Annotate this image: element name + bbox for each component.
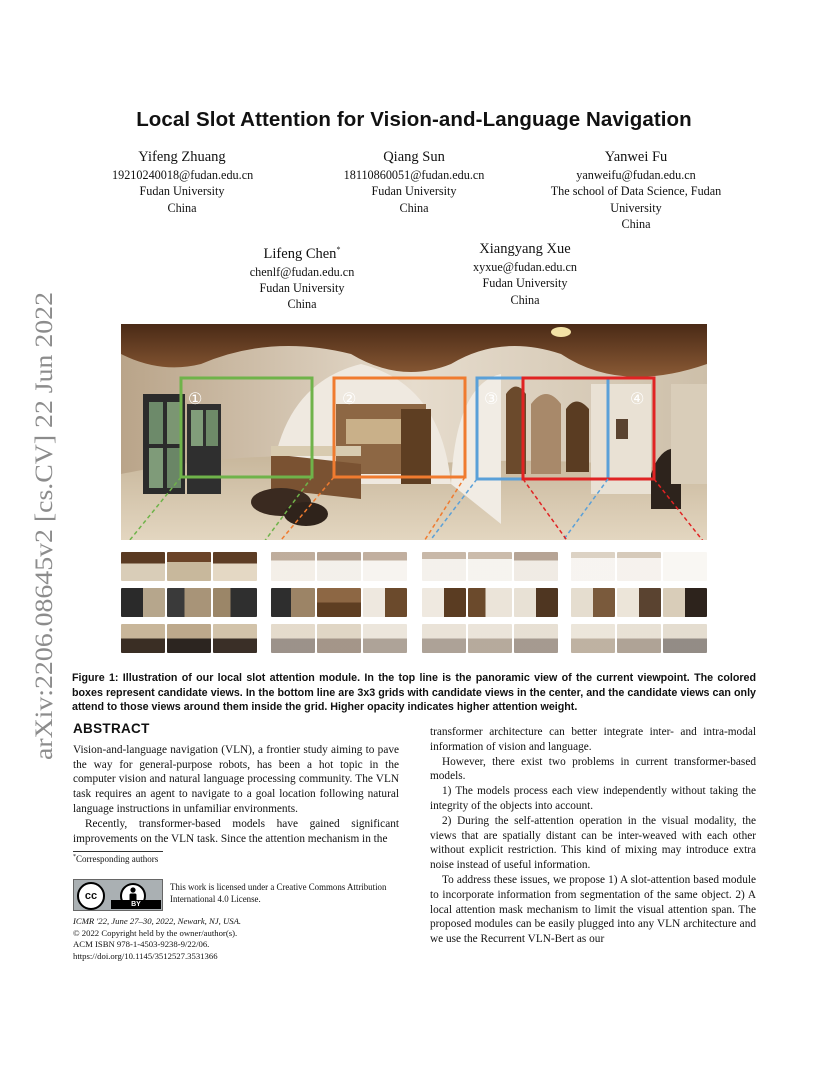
author-email: xyxue@fudan.edu.cn [473, 260, 577, 274]
grid-cell [468, 588, 512, 617]
footnote-text: Corresponding authors [76, 854, 159, 864]
grid-cell [271, 552, 315, 581]
grid-cell [121, 588, 165, 617]
grid-cell [514, 552, 558, 581]
author-name: Yanwei Fu [604, 149, 668, 165]
abstract-paragraph: Recently, transformer-based models have gained significant improvements on the VLN task. Since the attention mechanism in the [73, 817, 399, 845]
author-block [112, 148, 252, 216]
grid-cell [363, 552, 407, 581]
grid-cell [317, 588, 361, 617]
license-text: This work is licensed under a Creative Commons Attribution International 4.0 License. [170, 882, 387, 904]
author-country: China [621, 216, 651, 231]
author-name: Xiangyang Xue [479, 241, 571, 257]
body-paragraph: 2) During the self-attention operation in the visual modality, the views that are spatially distant can be inter-weaved with each other without explicit restriction. This kind of mixing may introduce extra noise instead of useful information. [430, 814, 756, 872]
author-country: China [167, 200, 197, 215]
abstract-heading: ABSTRACT [73, 721, 150, 736]
grid-cell [121, 552, 165, 581]
grid-cell [617, 552, 661, 581]
publication-info [73, 916, 393, 963]
grid-cell [571, 552, 615, 581]
footnote [73, 854, 158, 864]
author-country: China [287, 297, 317, 312]
grid-cell [317, 624, 361, 653]
grid-1 [121, 552, 257, 654]
grid-cell [317, 552, 361, 581]
author-email: 19210240018@fudan.edu.cn [112, 168, 254, 182]
grid-cell [571, 588, 615, 617]
grid-cell [468, 624, 512, 653]
author-name: Qiang Sun [383, 149, 445, 165]
figure-1 [121, 324, 707, 654]
grid-cell [422, 588, 466, 617]
box-label-2: ② [342, 389, 357, 408]
cc-icon: cc [77, 882, 105, 910]
body-paragraph: However, there exist two problems in current transformer-based models. [430, 755, 756, 783]
author-affiliation: The school of Data Science, Fudan [550, 184, 722, 199]
author-country: China [510, 292, 540, 307]
grid-cell [271, 624, 315, 653]
grid-cell [468, 552, 512, 581]
footnote-rule [73, 851, 163, 852]
attention-grids [121, 552, 707, 654]
author-name: Yifeng Zhuang [138, 149, 226, 165]
grid-2 [271, 552, 407, 654]
author-affiliation: Fudan University [371, 184, 457, 199]
right-column [430, 725, 756, 947]
author-country: China [399, 200, 429, 215]
author-affiliation: Fudan University [482, 276, 568, 291]
grid-cell [167, 552, 211, 581]
box-label-3: ③ [484, 389, 499, 408]
cc-by-badge [73, 879, 163, 911]
author-block [232, 240, 372, 313]
arxiv-stamp [20, 290, 60, 760]
grid-cell [422, 552, 466, 581]
author-affiliation: University [610, 200, 662, 215]
body-paragraph: 1) The models process each view independently without taking the integrity of the objects into account. [430, 785, 756, 812]
author-block [334, 148, 494, 216]
figure-caption: Figure 1: Illustration of our local slot attention module. In the top line is the panoramic view of the current viewpoint. The colored boxes represent candidate views. In the bottom line are 3x3 grids with candidate views in the center, and the candidate views can only attend to those views around them inside the grid. Higher opacity indicates higher attention weight. [72, 672, 756, 714]
by-label: BY [111, 900, 161, 909]
doi-link[interactable]: https://doi.org/10.1145/3512527.3531366 [73, 951, 218, 962]
grid-cell [663, 588, 707, 617]
paper-title: Local Slot Attention for Vision-and-Language Navigation [136, 108, 692, 131]
grid-cell [213, 588, 257, 617]
body-paragraph: To address these issues, we propose 1) A slot-attention based module to incorporate information from segmentation of the same object. 2) A local attention mask mechanism to limit the visual attention span. The proposed modules can be easily plugged into any VLN architecture and we use the Recurrent VLN-Bert as our [430, 873, 756, 946]
grid-cell [213, 624, 257, 653]
grid-cell [663, 624, 707, 653]
box-label-1: ① [188, 389, 203, 408]
grid-cell [571, 624, 615, 653]
isbn: ACM ISBN 978-1-4503-9238-9/22/06. [73, 939, 210, 950]
abstract-column [73, 722, 399, 846]
author-email: chenlf@fudan.edu.cn [249, 264, 355, 279]
abstract-paragraph: Vision-and-language navigation (VLN), a frontier study aiming to pave the way for general-purpose robots, has been a hot topic in the computer vision and natural language processing community. The VLN task requires an agent to navigate to a goal location following natural language instructions in unfamiliar environments. [73, 743, 399, 815]
grid-cell [422, 624, 466, 653]
arxiv-stamp-text: arXiv:2206.08645v2 [cs.CV] 22 Jun 2022 [31, 339, 58, 760]
grid-cell [514, 624, 558, 653]
grid-3 [422, 552, 558, 654]
grid-cell [663, 552, 707, 581]
grid-cell [121, 624, 165, 653]
author-block [538, 148, 734, 232]
body-paragraph: transformer architecture can better integrate inter- and intra-modal information of vision and language. [430, 726, 756, 753]
grid-cell [167, 624, 211, 653]
panorama-image [121, 324, 707, 540]
grid-cell [363, 588, 407, 617]
grid-cell [271, 588, 315, 617]
grid-cell [617, 588, 661, 617]
grid-cell [213, 552, 257, 581]
author-affiliation: Fudan University [259, 281, 345, 296]
grid-cell [363, 624, 407, 653]
author-block [455, 240, 595, 308]
grid-cell [514, 588, 558, 617]
grid-cell [617, 624, 661, 653]
author-email: 18110860051@fudan.edu.cn [343, 168, 485, 182]
grid-cell [167, 588, 211, 617]
footnote-mark: * [73, 854, 76, 860]
author-email: yanweifu@fudan.edu.cn [576, 168, 696, 182]
copyright: © 2022 Copyright held by the owner/author(s). [73, 927, 238, 938]
grid-4 [571, 552, 707, 654]
corresponding-mark: * [336, 245, 341, 254]
author-name: Lifeng Chen [263, 245, 337, 262]
box-label-4: ④ [630, 389, 645, 408]
venue: ICMR '22, June 27–30, 2022, Newark, NJ, USA. [73, 916, 242, 926]
author-affiliation: Fudan University [139, 184, 225, 199]
